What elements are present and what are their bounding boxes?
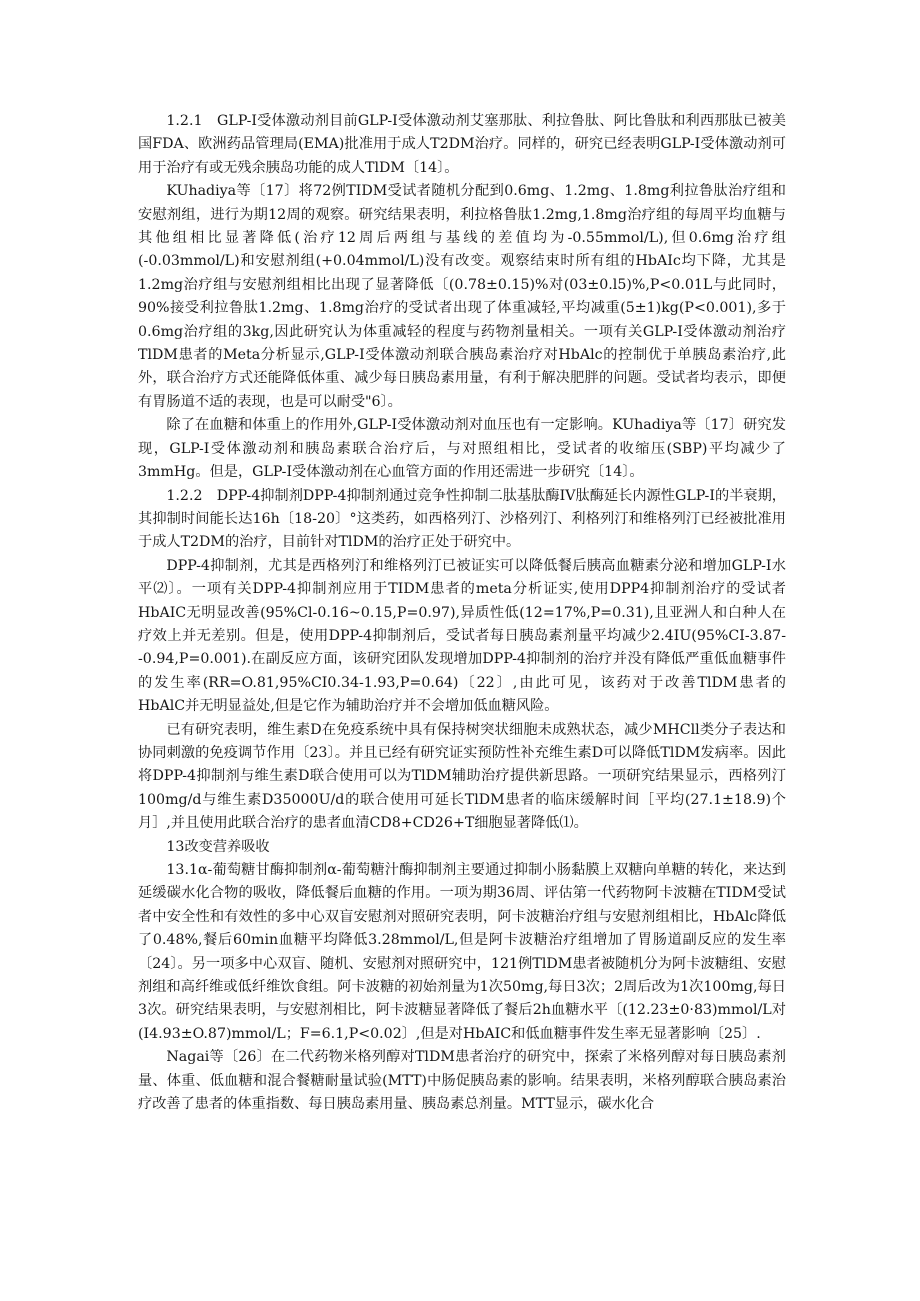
paragraph-dpp4-intro: 1.2.2 DPP-4抑制剂DPP-4抑制剂通过竞争性抑制二肽基肽酶IV肽酶延长内源性GLP-I的半衰期，其抑制时间能长达16h〔18-20〕°这类药，如西格列汀、沙格列汀、利格列汀和维格列汀已经被批准用于成人T2DM的治疗，目前针对TlDM的治疗正处于研究中。: [138, 487, 786, 551]
paragraph-miglitol: Nagai等〔26〕在二代药物米格列醇对TlDM患者治疗的研究中，探索了米格列醇对每日胰岛素剂量、体重、低血糖和混合餐糖耐量试验(MTT)中肠促胰岛素的影响。结果表明，米格列醇联合胰岛素治疗改善了患者的体重指数、每日胰岛素用量、胰岛素总剂量。MTT显示，碳水化合: [138, 1049, 786, 1113]
paragraph-blood-pressure: 除了在血糖和体重上的作用外,GLP-I受体激动剂对血压也有一定影响。KUhadiya等〔17〕研究发现，GLP-I受体激动剂和胰岛素联合治疗后，与对照组相比，受试者的收缩压(SBP)平均减少了3mmHg。但是，GLP-I受体激动剂在心血管方面的作用还需进一步研究〔14〕。: [138, 417, 786, 481]
paragraph-vitamin-d: 已有研究表明，维生素D在免疫系统中具有保持树突状细胞未成熟状态，减少MHCll类分子表达和协同刺激的免疫调节作用〔23〕。并且已经有研究证实预防性补充维生素D可以降低TlDM发病率。因此将DPP-4抑制剂与维生素D联合使用可以为TlDM辅助治疗提供新思路。一项研究结果显示，西格列汀100mg/d与维生素D35000U/d的联合使用可延长TlDM患者的临床缓解时间［平均(27.1±18.9)个月］,并且使用此联合治疗的患者血清CD8+CD26+T细胞显著降低⑴。: [138, 721, 786, 832]
paragraph-glp1-intro: 1.2.1 GLP-I受体激动剂目前GLP-I受体激动剂艾塞那肽、利拉鲁肽、阿比鲁肽和利西那肽已被美国FDA、欧洲药品管理局(EMA)批准用于成人T2DM治疗。同样的，研究已经表明GLP-I受体激动剂可用于治疗有或无残余胰岛功能的成人TlDM〔14〕。: [138, 113, 786, 176]
paragraph-dpp4-meta: DPP-4抑制剂，尤其是西格列汀和维格列汀已被证实可以降低餐后胰高血糖素分泌和增加GLP-I水平⑵〕。一项有关DPP-4抑制剂应用于TIDM患者的meta分析证实,使用DPP4抑制剂治疗的受试者HbAIC无明显改善(95%Cl-0.16~0.15,P=0.97),异质性低(12=17%,P=0.31),且亚洲人和白种人在疗效上并无差别。但是，使用DPP-4抑制剂后，受试者每日胰岛素剂量平均减少2.4IU(95%CI-3.87--0.94,P=0.001).在副反应方面，该研究团队发现增加DPP-4抑制剂的治疗并没有降低严重低血糖事件的发生率(RR=O.81,95%CI0.34-1.93,P=0.64)〔22〕,由此可见，该药对于改善TlDM患者的HbAlC并无明显益处,但是它作为辅助治疗并不会增加低血糖风险。: [138, 557, 786, 715]
paragraph-acarbose: 13.1α-葡萄糖甘酶抑制剂α-葡萄糖汁酶抑制剂主要通过抑制小肠黏膜上双糖向单糖的转化，来达到延缓碳水化合物的吸收，降低餐后血糖的作用。一项为期36周、评估第一代药物阿卡波糖在TIDM受试者中安全性和有效性的多中心双盲安慰剂对照研究表明，阿卡波糖治疗组与安慰剂组相比，HbAlc降低了0.48%,餐后60min血糖平均降低3.28mmol/L,但是阿卡波糖治疗组增加了胃肠道副反应的发生率〔24〕。另一项多中心双盲、随机、安慰剂对照研究中，121例TlDM患者被随机分为阿卡波糖组、安慰剂组和高纤维或低纤维饮食组。阿卡波糖的初始剂量为1次50mg,每日3次；2周后改为1次100mg,每日3次。研究结果表明，与安慰剂相比，阿卡波糖显著降低了餐后2h血糖水平〔(12.23±0·83)mmol/L对(I4.93±O.87)mmol/L；F=6.1,P<0.02〕,但是对HbAIC和低血糖事件发生率无显著影响〔25〕.: [138, 862, 786, 1042]
section-heading: 13改变营养吸收: [166, 838, 270, 855]
document-body: [138, 110, 786, 1116]
paragraph-kuhadiya-study: KUhadiya等〔17〕将72例TIDM受试者随机分配到0.6mg、1.2mg、1.8mg利拉鲁肽治疗组和安慰剂组，进行为期12周的观察。研究结果表明，利拉格鲁肽1.2mg,1.8mg治疗组的每周平均血糖与其他组相比显著降低(治疗12周后两组与基线的差值均为-0.55mmol/L),但0.6mg治疗组(-0.03mmol/L)和安慰剂组(+0.04mmol/L)没有改变。观察结束时所有组的HbAIc均下降，尤其是1.2mg治疗组与安慰剂组相比出现了显著降低〔(0.78±0.15)%对(03±0.l5)%,P<0.01L与此同时，90%接受利拉鲁肽1.2mg、1.8mg治疗的受试者出现了体重减轻,平均减重(5±1)kg(P<0.001),多于0.6mg治疗组的3kg,因此研究认为体重减轻的程度与药物剂量相关。一项有关GLP-I受体激动剂治疗TlDM患者的Meta分析显示,GLP-I受体激动剂联合胰岛素治疗对HbAlc的控制优于单胰岛素治疗,此外，联合治疗方式还能降低体重、减少每日胰岛素用量，有利于解决肥胖的问题。受试者均表示，即便有胃肠道不适的表现，也是可以耐受"6〕。: [138, 183, 786, 410]
